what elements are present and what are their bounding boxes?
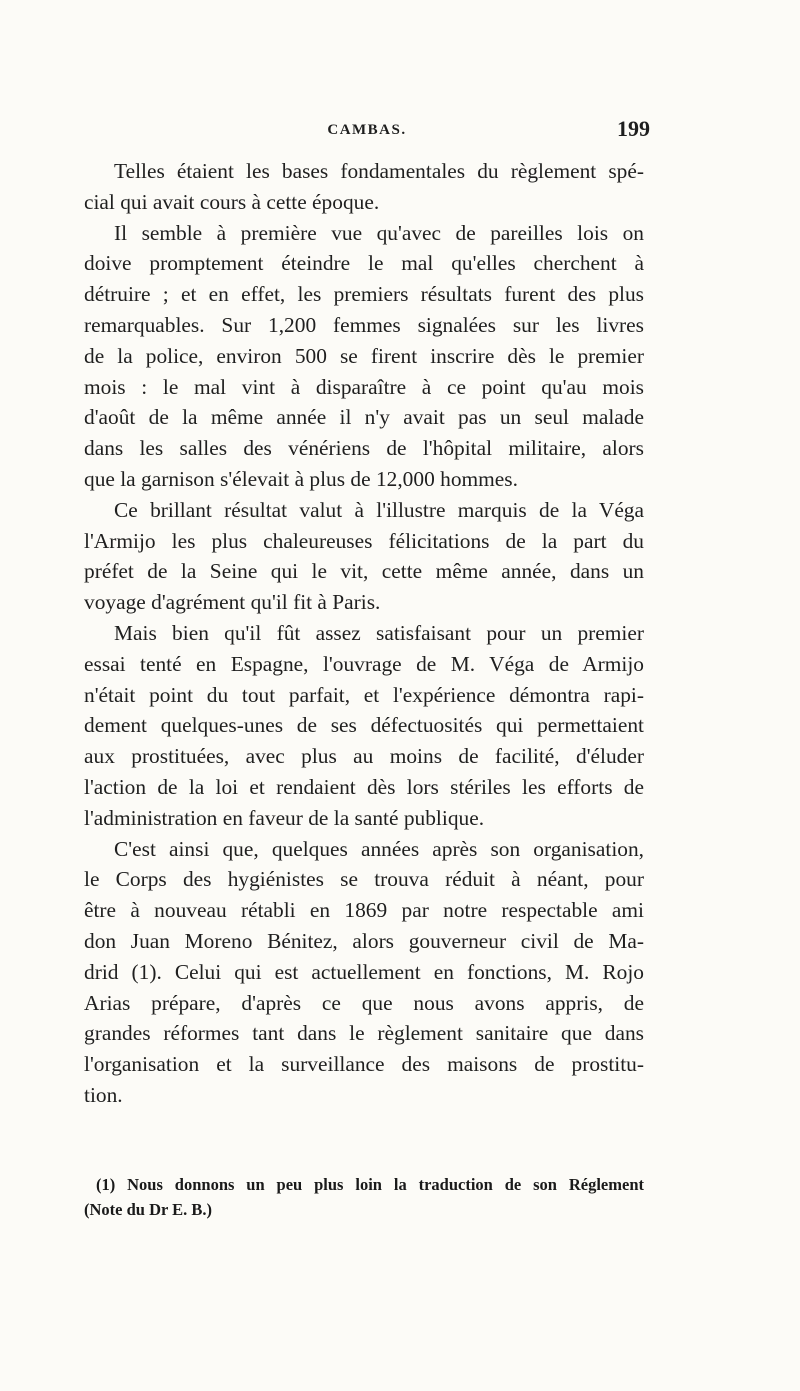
text-line: préfet de la Seine qui le vit, cette même année, dans un [84, 559, 644, 584]
text-line: être à nouveau rétabli en 1869 par notre respectable ami [84, 898, 644, 923]
text-line: l'administration en faveur de la santé publique. [84, 805, 485, 830]
text-line: d'août de la même année il n'y avait pas un seul malade [84, 405, 644, 430]
text-line: voyage d'agrément qu'il fit à Paris. [84, 590, 381, 615]
text-line: C'est ainsi que, quelques années après son organisation, [114, 836, 644, 861]
footnote [84, 1172, 644, 1222]
text-line: don Juan Moreno Bénitez, alors gouverneur civil de Ma- [84, 928, 644, 953]
text-line: Mais bien qu'il fût assez satisfaisant pour un premier [114, 620, 644, 645]
text-line: n'était point du tout parfait, et l'expérience démontra rapi- [84, 682, 644, 707]
text-line: dans les salles des vénériens de l'hôpital militaire, alors [84, 436, 644, 461]
text-line: mois : le mal vint à disparaître à ce point qu'au mois [84, 374, 644, 399]
paragraph-2 [84, 218, 644, 495]
paragraph-1 [84, 156, 644, 218]
paragraph-4 [84, 618, 644, 834]
text-line: de la police, environ 500 se firent inscrire dès le premier [84, 343, 644, 368]
text-line: Il semble à première vue qu'avec de pareilles lois on [114, 220, 644, 245]
footnote-line: (Note du Dr E. B.) [84, 1200, 213, 1219]
text-line: tion. [84, 1082, 123, 1107]
text-line: remarquables. Sur 1,200 femmes signalées sur les livres [84, 312, 644, 337]
running-head: CAMBAS. [327, 122, 407, 138]
page-header [84, 116, 650, 146]
text-line: l'organisation et la surveillance des maisons de prostitu- [84, 1052, 644, 1077]
text-line: aux prostituées, avec plus au moins de facilité, d'éluder [84, 744, 644, 769]
text-line: détruire ; et en effet, les premiers résultats furent des plus [84, 282, 644, 307]
text-line: l'action de la loi et rendaient dès lors stériles les efforts de [84, 774, 644, 799]
text-line: grandes réformes tant dans le règlement sanitaire que dans [84, 1021, 644, 1046]
text-line: doive promptement éteindre le mal qu'elles cherchent à [84, 251, 644, 276]
paragraph-5 [84, 834, 644, 1111]
text-line: que la garnison s'élevait à plus de 12,000 hommes. [84, 466, 518, 491]
paragraph-3 [84, 495, 644, 618]
text-line: Arias prépare, d'après ce que nous avons appris, de [84, 990, 644, 1015]
text-line: cial qui avait cours à cette époque. [84, 189, 380, 214]
page-number: 199 [617, 116, 650, 141]
text-line: l'Armijo les plus chaleureuses félicitations de la part du [84, 528, 644, 553]
text-line: essai tenté en Espagne, l'ouvrage de M. Véga de Armijo [84, 651, 644, 676]
body-text [84, 156, 644, 1111]
text-line: drid (1). Celui qui est actuellement en fonctions, M. Rojo [84, 959, 644, 984]
text-line: le Corps des hygiénistes se trouva réduit à néant, pour [84, 867, 644, 892]
footnote-line: (1) Nous donnons un peu plus loin la traduction de son Réglement [96, 1175, 644, 1194]
text-line: dement quelques-unes de ses défectuosités qui permettaient [84, 713, 644, 738]
text-line: Ce brillant résultat valut à l'illustre marquis de la Véga [114, 497, 644, 522]
text-line: Telles étaient les bases fondamentales du règlement spé- [114, 159, 644, 183]
